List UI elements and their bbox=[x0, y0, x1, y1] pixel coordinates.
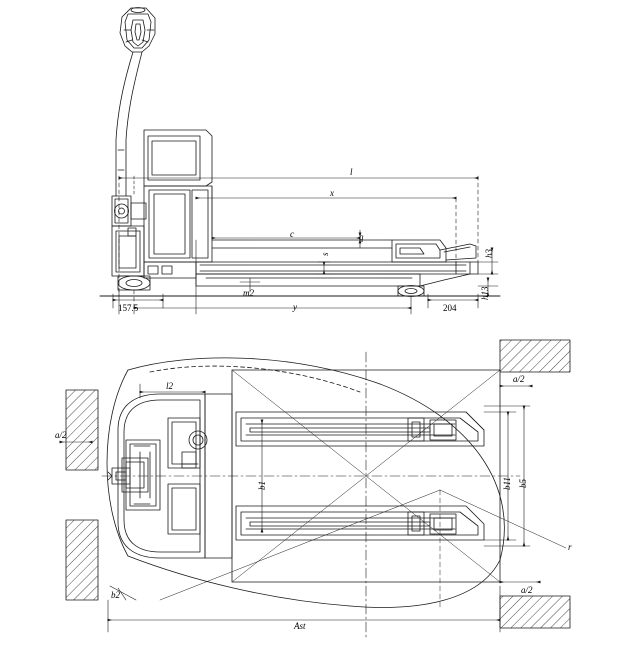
dim-label-b5: b5 bbox=[518, 479, 528, 488]
dim-label-a2-left: a/2 bbox=[55, 430, 67, 440]
dim-label-a2-top: a/2 bbox=[513, 374, 525, 384]
dim-label-r: r bbox=[568, 542, 572, 552]
dim-label-l2: l2 bbox=[166, 381, 174, 391]
dim-label-c: c bbox=[290, 229, 294, 239]
plan-view-truck bbox=[66, 340, 570, 628]
dim-label-157-5: 157.5 bbox=[118, 303, 139, 313]
dim-label-m2: m2 bbox=[243, 288, 254, 298]
side-view-dimensions bbox=[113, 176, 498, 314]
hatch-block-top-right bbox=[500, 340, 570, 372]
dim-label-s: s bbox=[320, 252, 330, 256]
dim-label-b11: b11 bbox=[502, 477, 512, 490]
dim-label-204: 204 bbox=[443, 303, 457, 313]
dim-label-ast: Ast bbox=[294, 621, 306, 631]
hatch-block-bottom-right bbox=[500, 596, 570, 628]
dim-label-l1: x bbox=[330, 188, 334, 198]
dim-label-h13: h13 bbox=[480, 286, 490, 300]
dim-label-h3: h3 bbox=[484, 249, 494, 258]
dim-label-q: q bbox=[359, 232, 364, 242]
dim-label-a2-bottom: a/2 bbox=[521, 585, 533, 595]
hatch-block-left bbox=[66, 390, 98, 470]
dim-label-y: y bbox=[293, 302, 297, 312]
dim-label-b2: b2 bbox=[111, 590, 120, 600]
dim-label-l: l bbox=[350, 167, 353, 177]
side-view-truck bbox=[100, 8, 500, 297]
dim-label-b1: b1 bbox=[257, 481, 267, 490]
hatch-block-left-lower bbox=[66, 520, 98, 600]
